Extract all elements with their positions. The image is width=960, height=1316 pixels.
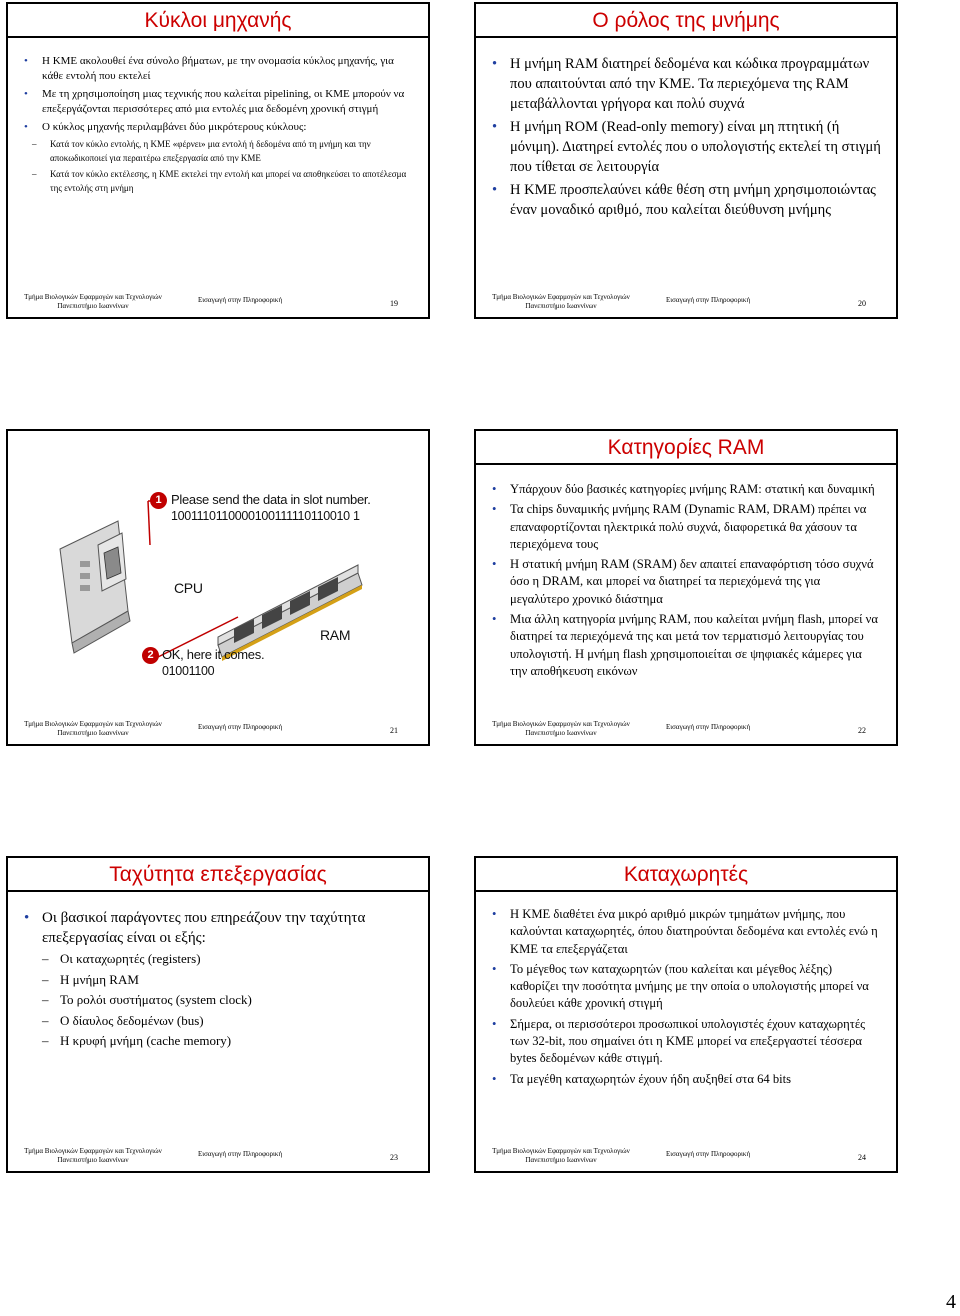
slide-number: 21	[390, 726, 398, 735]
bullet-text: Η ΚΜΕ διαθέτει ένα μικρό αριθμό μικρών τμημάτων μνήμης, που καλούνται καταχωρητές, όπου διατηρούνται δεδομένα και εντολές ενώ η ΚΜΕ τα επεξεργάζεται	[510, 907, 878, 956]
slide-footer	[8, 1147, 428, 1165]
footer-course: Εισαγωγή στην Πληροφορική	[666, 1150, 751, 1158]
sub-text: Η μνήμη RAM	[60, 971, 139, 987]
footer-department	[486, 720, 636, 738]
bullet-item	[492, 556, 882, 608]
slide-title: Ο ρόλος της μνήμης	[592, 9, 780, 32]
bullet-icon: •	[492, 1071, 497, 1086]
sub-text: Κατά τον κύκλο εκτέλεσης, η ΚΜΕ εκτελεί την εντολή και μπορεί να αποθηκεύσει το αποτέλεσμα της εντολής στη μνήμη	[50, 169, 407, 193]
bullet-text: Τα μεγέθη καταχωρητών έχουν ήδη αυξηθεί στα 64 bits	[510, 1071, 792, 1086]
dept-line: Τμήμα Βιολογικών Εφαρμογών και Τεχνολογιών	[24, 293, 162, 301]
footer-department	[18, 1147, 168, 1165]
slide-title: Ταχύτητα επεξεργασίας	[109, 863, 327, 886]
bullet-icon: •	[492, 961, 497, 976]
bullet-text: Με τη χρησιμοποίηση μιας τεχνικής που καλείται pipelining, οι ΚΜΕ μπορούν να επεξεργάζονται περισσότερες από μια εντολές μια δεδομένη χρονική στιγμή	[42, 88, 405, 115]
bullet-icon: •	[24, 910, 30, 926]
footer-course: Εισαγωγή στην Πληροφορική	[666, 296, 751, 304]
title-divider	[476, 463, 896, 465]
footer-department	[18, 293, 168, 311]
bullet-text: Τα chips δυναμικής μνήμης RAM (Dynamic RAM, DRAM) πρέπει να επαναφορτίζονται ηλεκτρικά πολύ συχνά, διαφορετικά θα χάσουν τα περιεχόμενα τους	[510, 502, 867, 551]
bullet-item	[24, 54, 414, 84]
university-line: Πανεπιστήμιο Ιωαννίνων	[57, 729, 129, 737]
dash-icon: –	[42, 971, 49, 987]
dash-icon: –	[32, 169, 37, 179]
slide-number: 24	[858, 1153, 866, 1162]
slide-title: Καταχωρητές	[623, 863, 749, 886]
slide-number: 23	[390, 1153, 398, 1162]
sub-text: Κατά τον κύκλο εντολής, η ΚΜΕ «φέρνει» μια εντολή ή δεδομένα από τη μνήμη και την αποκωδικοποιεί για περαιτέρω επεξεργασία από την ΚΜΕ	[50, 139, 371, 163]
slide-20	[474, 2, 898, 319]
bullet-icon: •	[492, 56, 498, 72]
cpu-label: CPU	[174, 580, 203, 596]
bullet-text: Η μνήμη RAM διατηρεί δεδομένα και κώδικα προγραμμάτων που απαιτούνται από την ΚΜΕ. Τα περιεχόμενα της RAM μεταβάλλονται γρήγορα και πολύ συχνά	[510, 56, 870, 112]
sub-text: Ο δίαυλος δεδομένων (bus)	[60, 1012, 204, 1028]
bullet-icon: •	[492, 612, 497, 627]
footer-course: Εισαγωγή στην Πληροφορική	[198, 1150, 283, 1158]
title-divider	[8, 36, 428, 38]
slide-footer	[476, 720, 896, 738]
slide-19	[6, 2, 430, 319]
sub-text: Οι καταχωρητές (registers)	[60, 951, 201, 966]
bullet-text: Ο κύκλος μηχανής περιλαμβάνει δύο μικρότερους κύκλους:	[42, 121, 307, 133]
slide-content	[24, 54, 414, 195]
bullet-item	[492, 117, 882, 177]
bullet-text: Η μνήμη ROM (Read-only memory) είναι μη πτητική (ή μόνιμη). Διατηρεί εντολές που ο υπολογιστής εκτελεί τη στιγμή που τίθεται σε λειτουργία	[510, 119, 881, 175]
slide-23	[6, 856, 430, 1173]
slide-number: 22	[858, 726, 866, 735]
sub-text: Η κρυφή μνήμη (cache memory)	[60, 1033, 232, 1048]
slide-title: Κύκλοι μηχανής	[144, 9, 292, 32]
sub-item	[42, 970, 414, 991]
request-line	[148, 501, 150, 545]
slide-number: 20	[858, 299, 866, 308]
step-2-code: 01001100	[162, 664, 215, 678]
slide-content	[492, 481, 882, 680]
dash-icon: –	[32, 139, 37, 149]
university-line: Πανεπιστήμιο Ιωαννίνων	[57, 1156, 129, 1164]
bullet-item	[24, 120, 414, 195]
bullet-icon: •	[492, 182, 498, 198]
title-divider	[476, 890, 896, 892]
sub-item	[42, 949, 414, 970]
bullet-icon: •	[492, 1016, 497, 1031]
slide-footer	[476, 293, 896, 311]
sub-item	[32, 137, 414, 165]
slide-footer	[8, 720, 428, 738]
slide-21	[6, 429, 430, 746]
dept-line: Τμήμα Βιολογικών Εφαρμογών και Τεχνολογιών	[492, 720, 630, 728]
bullet-item	[492, 481, 882, 498]
ram-label: RAM	[320, 627, 351, 643]
dept-line: Τμήμα Βιολογικών Εφαρμογών και Τεχνολογιών	[24, 720, 162, 728]
bullet-item	[492, 906, 882, 958]
university-line: Πανεπιστήμιο Ιωαννίνων	[57, 302, 129, 310]
slide-footer	[8, 293, 428, 311]
bullet-item	[492, 501, 882, 553]
title-divider	[8, 890, 428, 892]
bullet-text: Οι βασικοί παράγοντες που επηρεάζουν την ταχύτητα επεξεργασίας είναι οι εξής:	[42, 910, 366, 946]
bullet-text: Η στατική μνήμη RAM (SRAM) δεν απαιτεί επαναφόρτιση τόσο συχνά όσο η DRAM, και μπορεί να διατηρεί τα περιεχόμενά της για μεγαλύτερο χρονικό διάστημα	[510, 557, 874, 606]
bullet-item	[24, 908, 414, 1052]
bullet-text: Σήμερα, οι περισσότεροι προσωπικοί υπολογιστές έχουν καταχωρητές των 32-bit, που σημαίνει ότι η ΚΜΕ μπορεί να επεξεργαστεί τέσσερα bytes δεδομένων κάθε στιγμή.	[510, 1016, 866, 1066]
cpu-ram-diagram	[58, 461, 371, 681]
bullet-item	[492, 611, 882, 680]
slide-content	[492, 906, 882, 1088]
bullet-icon: •	[24, 88, 28, 100]
step-1-badge: 1	[150, 492, 167, 509]
bullet-item	[492, 54, 882, 114]
footer-department	[18, 720, 168, 738]
bullet-item	[492, 1016, 882, 1068]
sub-text: Το ρολόι συστήματος (system clock)	[60, 992, 252, 1007]
bullet-icon: •	[492, 557, 497, 572]
bullet-icon: •	[24, 121, 28, 133]
bullet-text: Η ΚΜΕ ακολουθεί ένα σύνολο βήματων, με την ονομασία κύκλος μηχανής, για κάθε εντολή που εκτελεί	[42, 55, 394, 82]
university-line: Πανεπιστήμιο Ιωαννίνων	[525, 302, 597, 310]
slide-content	[492, 54, 882, 220]
footer-course: Εισαγωγή στην Πληροφορική	[198, 723, 283, 731]
footer-course: Εισαγωγή στην Πληροφορική	[198, 296, 283, 304]
bullet-item	[24, 87, 414, 117]
footer-department	[486, 293, 636, 311]
slide-title: Κατηγορίες RAM	[607, 436, 765, 459]
step-2-badge: 2	[142, 647, 159, 664]
bullet-text: Η ΚΜΕ προσπελαύνει κάθε θέση στη μνήμη χρησιμοποιώντας έναν μοναδικό αριθμό, που καλείται διεύθυνση μνήμης	[510, 182, 876, 218]
bullet-icon: •	[24, 55, 28, 67]
dash-icon: –	[42, 951, 49, 966]
bullet-item	[492, 180, 882, 220]
bullet-icon: •	[492, 482, 497, 496]
dept-line: Τμήμα Βιολογικών Εφαρμογών και Τεχνολογιών	[492, 1147, 630, 1155]
dash-icon: –	[42, 1033, 49, 1048]
bullet-icon: •	[492, 907, 497, 921]
bullet-item	[492, 1071, 882, 1088]
sub-item	[42, 1031, 414, 1052]
step-1-code: 1001110110000100111110110010 1	[171, 509, 360, 523]
slide-22	[474, 429, 898, 746]
page-number: 4	[946, 1291, 956, 1313]
dept-line: Τμήμα Βιολογικών Εφαρμογών και Τεχνολογιών	[492, 293, 630, 301]
title-divider	[476, 36, 896, 38]
bullet-icon: •	[492, 119, 498, 135]
sub-item	[42, 1011, 414, 1032]
slide-footer	[476, 1147, 896, 1165]
sub-item	[32, 167, 414, 195]
slide-24	[474, 856, 898, 1173]
dept-line: Τμήμα Βιολογικών Εφαρμογών και Τεχνολογιών	[24, 1147, 162, 1155]
bullet-item	[492, 961, 882, 1013]
sub-item	[42, 990, 414, 1011]
slide-number: 19	[390, 299, 398, 308]
bullet-text: Μια άλλη κατηγορία μνήμης RAM, που καλείται μνήμη flash, μπορεί να διατηρεί τα περιεχόμενά της και μετά τον τερματισμό λειτουργίας του υπολογιστή. Η μνήμη flash χρησιμοποιείται σε ψηφιακές κάμερες για την αποθήκευση εικόνων	[510, 612, 878, 678]
bullet-text: Το μέγεθος των καταχωρητών (που καλείται και μέγεθος λέξης) καθορίζει την ποσότητα μνήμης με την οποία ο υπολογιστής μπορεί να δουλεύει κάθε χρονική στιγμή	[510, 961, 869, 1011]
dash-icon: –	[42, 992, 49, 1007]
university-line: Πανεπιστήμιο Ιωαννίνων	[525, 1156, 597, 1164]
step-2-text: OK, here it comes.	[162, 647, 265, 662]
university-line: Πανεπιστήμιο Ιωαννίνων	[525, 729, 597, 737]
step-1-text: Please send the data in slot number.	[171, 492, 371, 507]
dash-icon: –	[42, 1012, 49, 1028]
footer-course: Εισαγωγή στην Πληροφορική	[666, 723, 751, 731]
bullet-icon: •	[492, 502, 497, 517]
footer-department	[486, 1147, 636, 1165]
slide-content	[24, 908, 414, 1052]
bullet-text: Υπάρχουν δύο βασικές κατηγορίες μνήμης RAM: στατική και δυναμική	[510, 482, 875, 496]
